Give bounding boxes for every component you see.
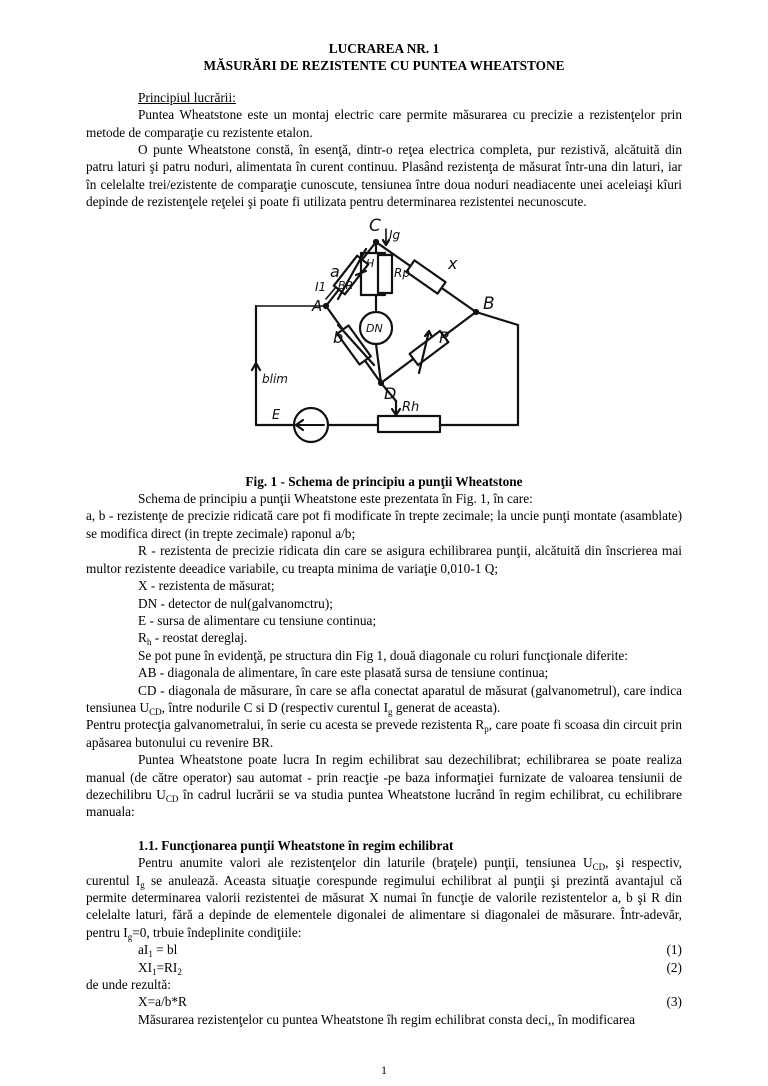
rh-subscript: h	[146, 637, 152, 648]
text-span: în cadrul lucrării se va studia puntea Wheatstone lucrând în regim echilibrat, cu echilibrare manuala:	[86, 786, 682, 820]
intro-paragraph-2: O punte Wheatstone constă, în esenţă, dintr-o reţea electrica completa, pur rezistivă, alcătuită din patru laturi şi patru noduri, alimentata în curent continuu. Plasând rezistenţa de măsurat într-una din laturi, iar în celelalte trei/ezistente de comparaţie cunoscute, tensiunea între doua noduri neadiacente unei aceleiaşi kîuri depinde de rezistenţele reţelei şi poate fi utilizata pentru determinarea rezistentei necunoscute.	[86, 142, 682, 210]
equation-2-body	[138, 959, 182, 976]
label-b: B	[483, 293, 495, 314]
section-heading: 1.1. Funcţionarea punţii Wheatstone în regim echilibrat	[138, 837, 454, 853]
equation-3	[86, 993, 682, 1010]
subscript: p	[484, 724, 489, 735]
subscript: g	[127, 931, 133, 942]
resistor-x	[406, 260, 445, 293]
text-span: =0, trbuie îndeplinite condiţiile:	[132, 924, 302, 940]
label-ig: Ig	[389, 227, 401, 242]
text-span: CD - diagonala de măsurare, în care se afla conectat aparatul de măsurat (galvanometrul), care indica tensiunea U	[86, 682, 682, 715]
wheatstone-bridge-diagram	[226, 215, 556, 471]
text-span: Pentru anumite valori ale rezistenţelor din laturile (braţele) punţii, tensiunea U	[138, 855, 593, 871]
subscript: g	[388, 706, 393, 717]
label-rh: Rh	[402, 399, 420, 415]
body-paragraph-12	[86, 682, 682, 717]
text-span: aI	[138, 942, 149, 958]
node-d	[379, 381, 383, 385]
body-paragraph-10: Se pot pune în evidenţă, pe structura din Fig 1, două diagonale cu roluri funcţionale diferite:	[138, 647, 628, 663]
label-i1: I1	[315, 279, 327, 294]
label-e: E	[272, 407, 281, 423]
document-title: LUCRAREA NR. 1	[328, 41, 440, 56]
principle-heading: Principiul lucrării:	[138, 89, 236, 105]
page-number: 1	[381, 1063, 387, 1077]
subscript: CD	[592, 862, 606, 873]
body-paragraph-3: Schema de principiu a punţii Wheatstone este prezentata în Fig. 1, în care:	[138, 491, 533, 507]
body-paragraph-14	[86, 751, 682, 821]
subscript: g	[140, 879, 145, 890]
equation-1-body	[138, 941, 177, 958]
label-x: x	[448, 253, 458, 273]
body-paragraph-7: DN - detector de nul(galvanomctru);	[138, 595, 333, 611]
body-paragraph-9	[86, 629, 682, 646]
equation-1	[86, 941, 682, 958]
document-subtitle: MĂSURĂRI DE REZISTENTE CU PUNTEA WHEATSTONE	[203, 58, 565, 74]
node-c	[374, 240, 378, 244]
subscript: CD	[165, 793, 179, 804]
subscript: 1	[148, 949, 153, 960]
equation-3-number: (3)	[666, 994, 682, 1010]
label-b-resistor: b	[333, 327, 344, 347]
body-paragraph-13	[86, 716, 682, 751]
equation-2	[86, 959, 682, 976]
current-i1-arrow	[326, 287, 336, 299]
text-span: Pentru protecţia galvanometralui, în serie cu acesta se prevede rezistenta R	[86, 717, 485, 733]
label-h: H	[366, 256, 375, 270]
body-paragraph-11: AB - diagonala de alimentare, în care este plasată sursa de tensiune continua;	[138, 665, 549, 681]
body-paragraph-5: R - rezistenta de precizie ridicata din care se asigura echilibrarea punţii, alcătuită din înscrierea mai multor rezistente deeadice variabile, cu treapta minima de variaţie 0,010-1 Q;	[86, 543, 682, 576]
subscript: CD	[149, 706, 162, 717]
text-span: generat de aceasta).	[392, 699, 501, 715]
label-c: C	[369, 215, 381, 236]
rh-symbol: R	[138, 630, 147, 646]
text-span: =RI	[156, 959, 178, 975]
equation-1-number: (1)	[666, 942, 682, 958]
subscript: 1	[152, 966, 157, 977]
text-span: Puntea Wheatstone poate lucra In regim echilibrat sau dezechilibrat; echilibrarea se poate realiza manual (de către operator) sau automat - prin reacţie -pe baza informaţiei furnizate de valoarea tensiunii de dezechilibru U	[86, 752, 682, 802]
label-a-node: A	[312, 296, 323, 315]
text-span: , care poate fi scoasa din circuit prin apăsarea butonului cu revenire BR.	[86, 717, 682, 750]
text-span: se anulează. Aceasta situaţie corespunde regimului echilibrat al punţii şi prezintă avantajul că permite determinarea valorii rezistentei de măsurat X numai în funcţie de valorile rezistentelor a, b şi R din celelalte laturi, fără a depinde de elementele digonalei de alimentare si diagonalei de măsurare. Într-adevăr, pentru I	[86, 872, 682, 940]
intro-paragraph-1: Puntea Wheatstone este un montaj electric care permite măsurarea cu precizie a rezistenţelor prin metode de comparaţie cu rezistente etalon.	[86, 107, 682, 140]
rheostat-rh	[378, 416, 440, 432]
text-span: , şi respectiv, curentul I	[86, 855, 683, 888]
section-paragraph-1	[86, 854, 682, 941]
body-paragraph-4: a, b - rezistenţe de precizie ridicată care pot fi modificate în trepte zecimale; la uncie punţi montate (asamblate) se modifica direct (in trepte zecimale) raponul a/b;	[86, 508, 682, 541]
wheatstone-figure	[86, 215, 682, 471]
label-r: R	[439, 327, 451, 347]
label-rp: Rp	[394, 265, 410, 280]
text-span: = bl	[152, 942, 178, 958]
subscript: 2	[177, 966, 182, 977]
body-paragraph-6: X - rezistenta de măsurat;	[138, 578, 275, 594]
figure-caption: Fig. 1 - Schema de principiu a punţii Wheatstone	[245, 473, 523, 489]
result-line: de unde rezultă:	[86, 977, 171, 993]
label-a: a	[330, 261, 340, 281]
label-blim: blim	[262, 371, 288, 386]
last-paragraph: Măsurarea rezistenţelor cu puntea Wheatstone îh regim echilibrat consta deci,, în modificarea	[138, 1011, 636, 1027]
node-a	[324, 304, 328, 308]
label-br: BR	[338, 278, 354, 292]
node-b	[474, 310, 478, 314]
page-content	[86, 40, 682, 1028]
rh-description: - reostat dereglaj.	[151, 630, 248, 646]
text-span: , între nodurile C si D (respectiv curentul I	[161, 699, 389, 715]
equation-2-number: (2)	[666, 959, 682, 975]
label-d: D	[384, 383, 397, 403]
resistor-rp	[378, 255, 392, 293]
body-paragraph-8: E - sursa de alimentare cu tensiune continua;	[138, 612, 377, 628]
equation-3-body: X=a/b*R	[138, 994, 187, 1010]
text-span: XI	[138, 959, 153, 975]
label-dn: DN	[366, 321, 383, 335]
